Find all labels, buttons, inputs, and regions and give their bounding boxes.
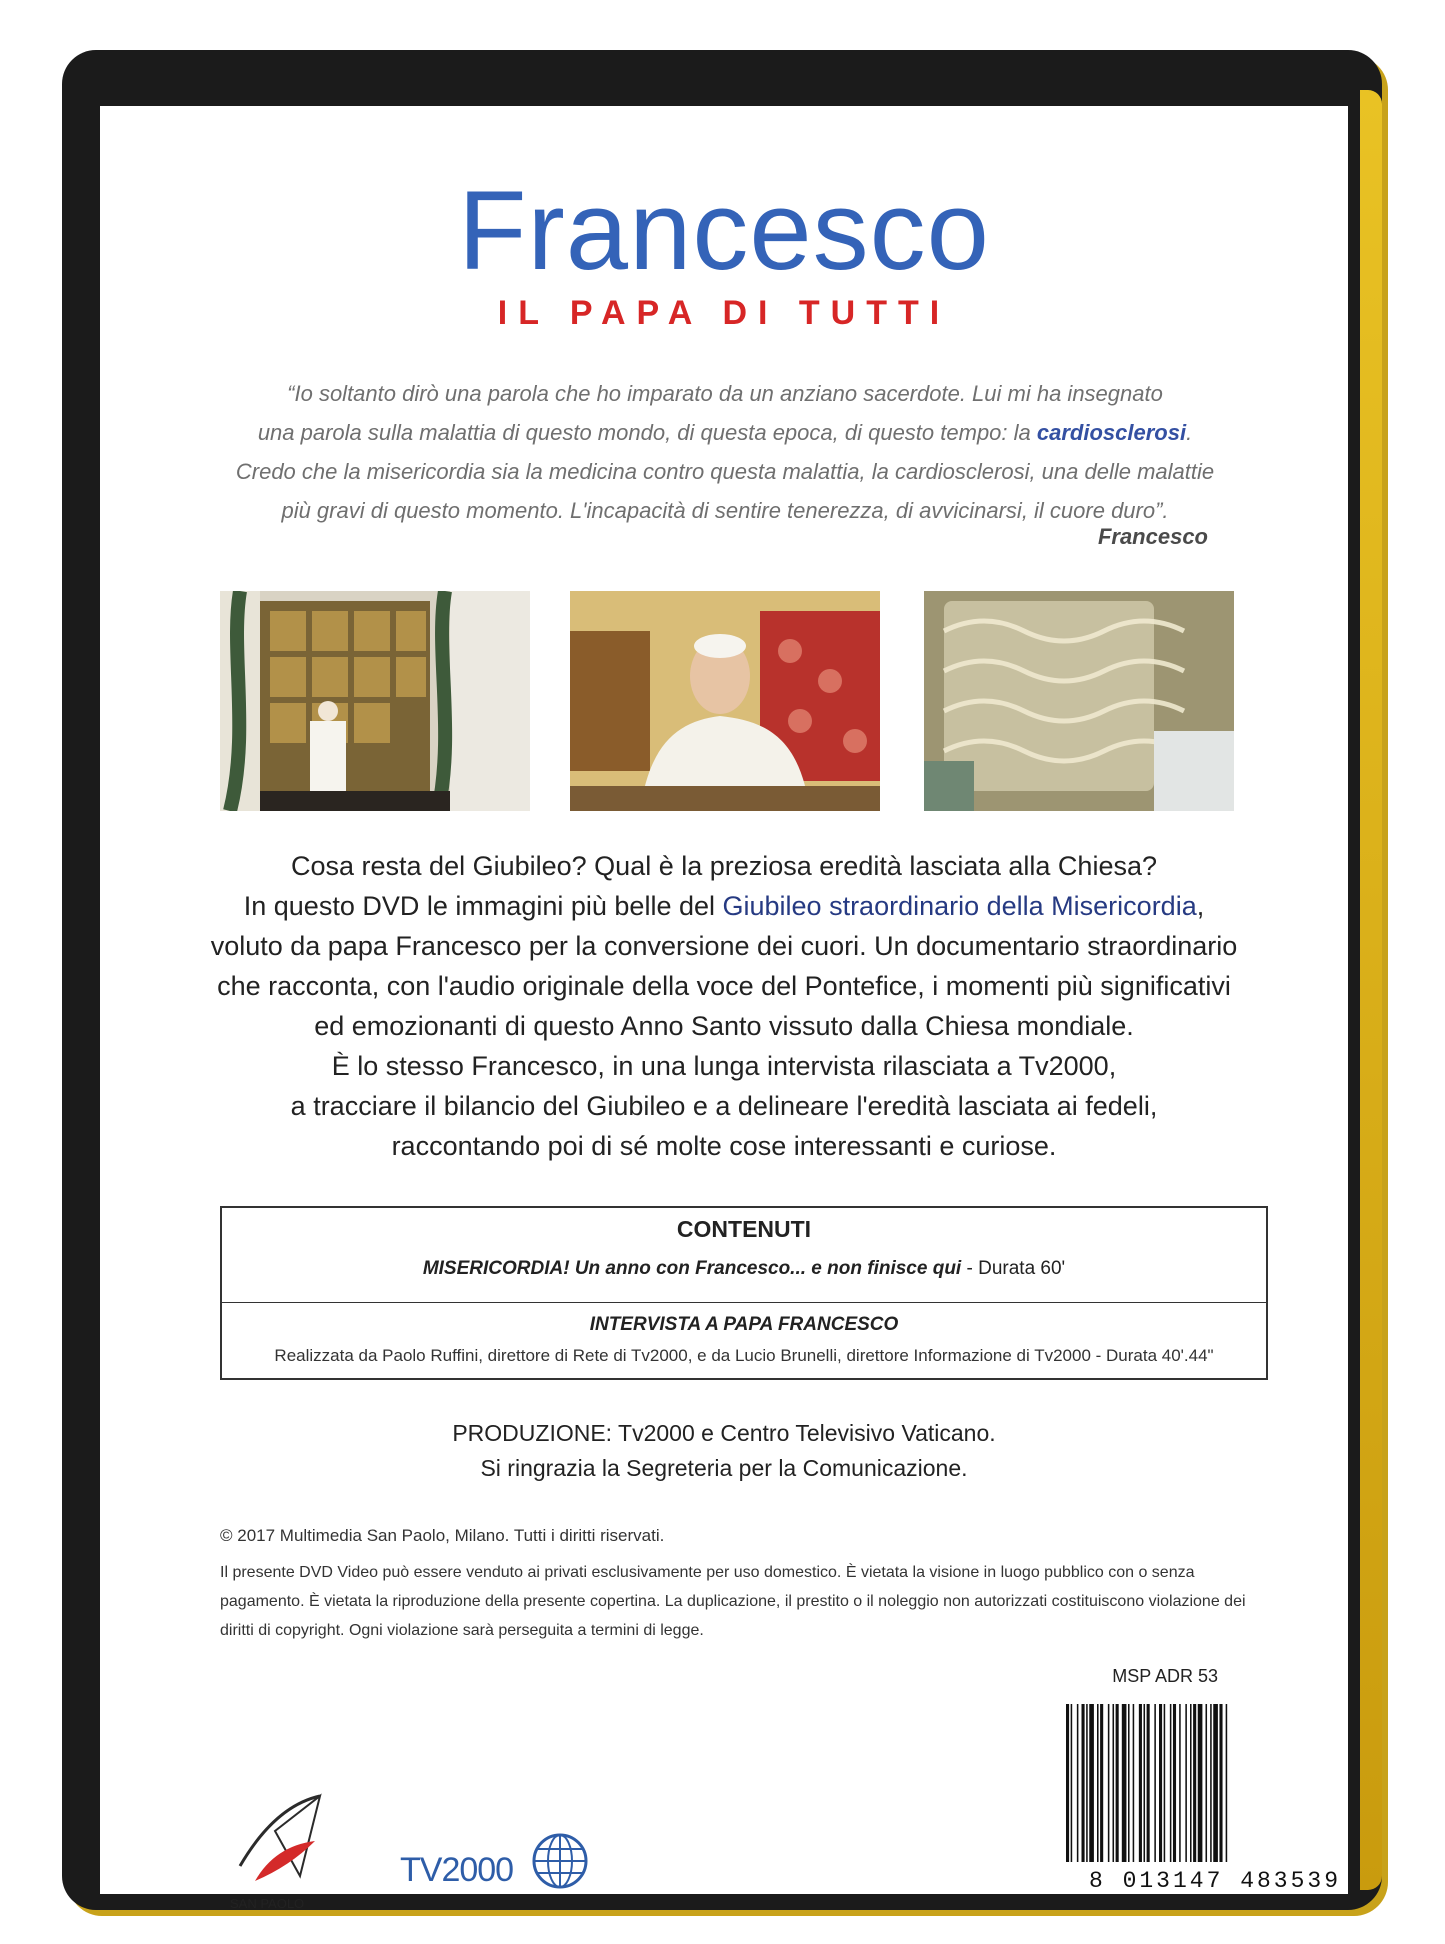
barcode-bar xyxy=(1226,1704,1228,1862)
barcode-bar xyxy=(1173,1704,1176,1862)
barcode-bar xyxy=(1193,1704,1196,1862)
quote-highlight: cardiosclerosi xyxy=(1036,420,1187,445)
barcode-bar xyxy=(1108,1704,1110,1862)
description-line: Cosa resta del Giubileo? Qual è la preziosa eredità lasciata alla Chiesa? xyxy=(291,851,1157,881)
barcode-bar xyxy=(1082,1704,1085,1862)
barcode-bar xyxy=(1066,1704,1069,1862)
cover-subtitle: IL PAPA DI TUTTI xyxy=(497,294,951,332)
legal-notice xyxy=(220,1558,1260,1645)
tv2000-logo-text: TV2000 xyxy=(400,1851,514,1889)
barcode-bar xyxy=(1154,1704,1156,1862)
barcode-bar xyxy=(1147,1704,1150,1862)
barcode xyxy=(1066,1704,1366,1862)
barcode-bar xyxy=(1190,1704,1192,1862)
description-highlight: Giubileo straordinario della Misericordia xyxy=(722,891,1197,921)
barcode-bar xyxy=(1219,1704,1222,1862)
cover-title: Francesco xyxy=(458,168,990,293)
barcode-bar xyxy=(1179,1704,1181,1862)
barcode-bar xyxy=(1164,1704,1166,1862)
description-line: ed emozionanti di questo Anno Santo vissuto dalla Chiesa mondiale. xyxy=(314,1011,1134,1041)
legal-line: diritti di copyright. Ogni violazione sarà perseguita a termini di legge. xyxy=(220,1622,704,1639)
legal-line: pagamento. È vietata la riproduzione della presente copertina. La duplicazione, il prestito o il noleggio non autorizzati costituiscono violazione dei xyxy=(220,1593,1246,1610)
case-yellow-edge xyxy=(1360,90,1382,1890)
barcode-bar xyxy=(1206,1704,1208,1862)
barcode-bar xyxy=(1116,1704,1119,1862)
quote-line: una parola sulla malattia di questo mondo, di questa epoca, di questo tempo: la cardiosclerosi. xyxy=(257,420,1193,445)
barcode-bar xyxy=(1122,1704,1127,1862)
san-paolo-label: SAN PAOLO xyxy=(230,1896,305,1911)
description-line: In questo DVD le immagini più belle del Giubileo straordinario della Misericordia, xyxy=(243,891,1205,921)
quote-line: più gravi di questo momento. L'incapacità di sentire tenerezza, di avvicinarsi, il cuore duro”. xyxy=(281,498,1169,523)
contents-item-2-detail: Realizzata da Paolo Ruffini, direttore di Rete di Tv2000, e da Lucio Brunelli, direttore Informazione di Tv2000 - Durata 40'.44" xyxy=(274,1346,1214,1365)
quote-author: Francesco xyxy=(1097,524,1208,549)
barcode-bar xyxy=(1159,1704,1162,1862)
barcode-bar xyxy=(1071,1704,1073,1862)
production-credits xyxy=(100,1416,1348,1486)
description-line: a tracciare il bilancio del Giubileo e a delineare l'eredità lasciata ai fedeli, xyxy=(290,1091,1158,1121)
barcode-bar xyxy=(1198,1704,1203,1862)
barcode-bar xyxy=(1097,1704,1099,1862)
barcode-bar xyxy=(1100,1704,1103,1862)
contents-divider xyxy=(222,1302,1266,1303)
barcode-bar xyxy=(1185,1704,1187,1862)
contents-item-2-title: INTERVISTA A PAPA FRANCESCO xyxy=(589,1314,899,1335)
barcode-bar xyxy=(1128,1704,1130,1862)
description xyxy=(170,846,1278,1166)
production-line: PRODUZIONE: Tv2000 e Centro Televisivo Vaticano. xyxy=(452,1420,996,1446)
quote-block xyxy=(215,374,1235,530)
barcode-bar xyxy=(1086,1704,1088,1862)
photo-hologram xyxy=(924,591,1234,811)
san-paolo-logo-icon xyxy=(220,1786,340,1896)
barcode-bar xyxy=(1113,1704,1115,1862)
barcode-bar xyxy=(1139,1704,1142,1862)
barcode-bar xyxy=(1077,1704,1079,1862)
globe-icon xyxy=(530,1831,590,1891)
barcode-bar xyxy=(1170,1704,1172,1862)
copyright: © 2017 Multimedia San Paolo, Milano. Tutti i diritti riservati. xyxy=(220,1526,665,1545)
description-line: raccontando poi di sé molte cose interessanti e curiose. xyxy=(391,1131,1057,1161)
description-line: È lo stesso Francesco, in una lunga intervista rilasciata a Tv2000, xyxy=(331,1051,1117,1081)
photo-pope-interview xyxy=(570,591,880,811)
barcode-digits: 8 013147 483539 xyxy=(1088,1868,1342,1894)
legal-line: Il presente DVD Video può essere venduto ai privati esclusivamente per uso domestico. È vietata la visione in luogo pubblico con o senza xyxy=(220,1564,1195,1581)
quote-line: Credo che la misericordia sia la medicina contro questa malattia, la cardiosclerosi, una delle malattie xyxy=(235,459,1215,484)
contents-heading: CONTENUTI xyxy=(676,1216,812,1242)
barcode-bar xyxy=(1133,1704,1135,1862)
production-line: Si ringrazia la Segreteria per la Comunicazione. xyxy=(480,1455,968,1481)
photo-holy-door xyxy=(220,591,530,811)
quote-line: “Io soltanto dirò una parola che ho imparato da un anziano sacerdote. Lui mi ha insegnato xyxy=(287,381,1163,406)
contents-box xyxy=(220,1206,1268,1380)
barcode-bar xyxy=(1144,1704,1146,1862)
barcode-bar xyxy=(1213,1704,1218,1862)
back-cover xyxy=(100,106,1348,1911)
barcode-bar xyxy=(1210,1704,1212,1862)
barcode-bar xyxy=(1089,1704,1094,1862)
description-line: che racconta, con l'audio originale della voce del Pontefice, i momenti più significativi xyxy=(217,971,1231,1001)
product-code: MSP ADR 53 xyxy=(1112,1666,1218,1686)
description-line: voluto da papa Francesco per la conversione dei cuori. Un documentario straordinario xyxy=(210,931,1238,961)
contents-item-1: MISERICORDIA! Un anno con Francesco... e non finisce qui - Durata 60' xyxy=(422,1258,1066,1279)
